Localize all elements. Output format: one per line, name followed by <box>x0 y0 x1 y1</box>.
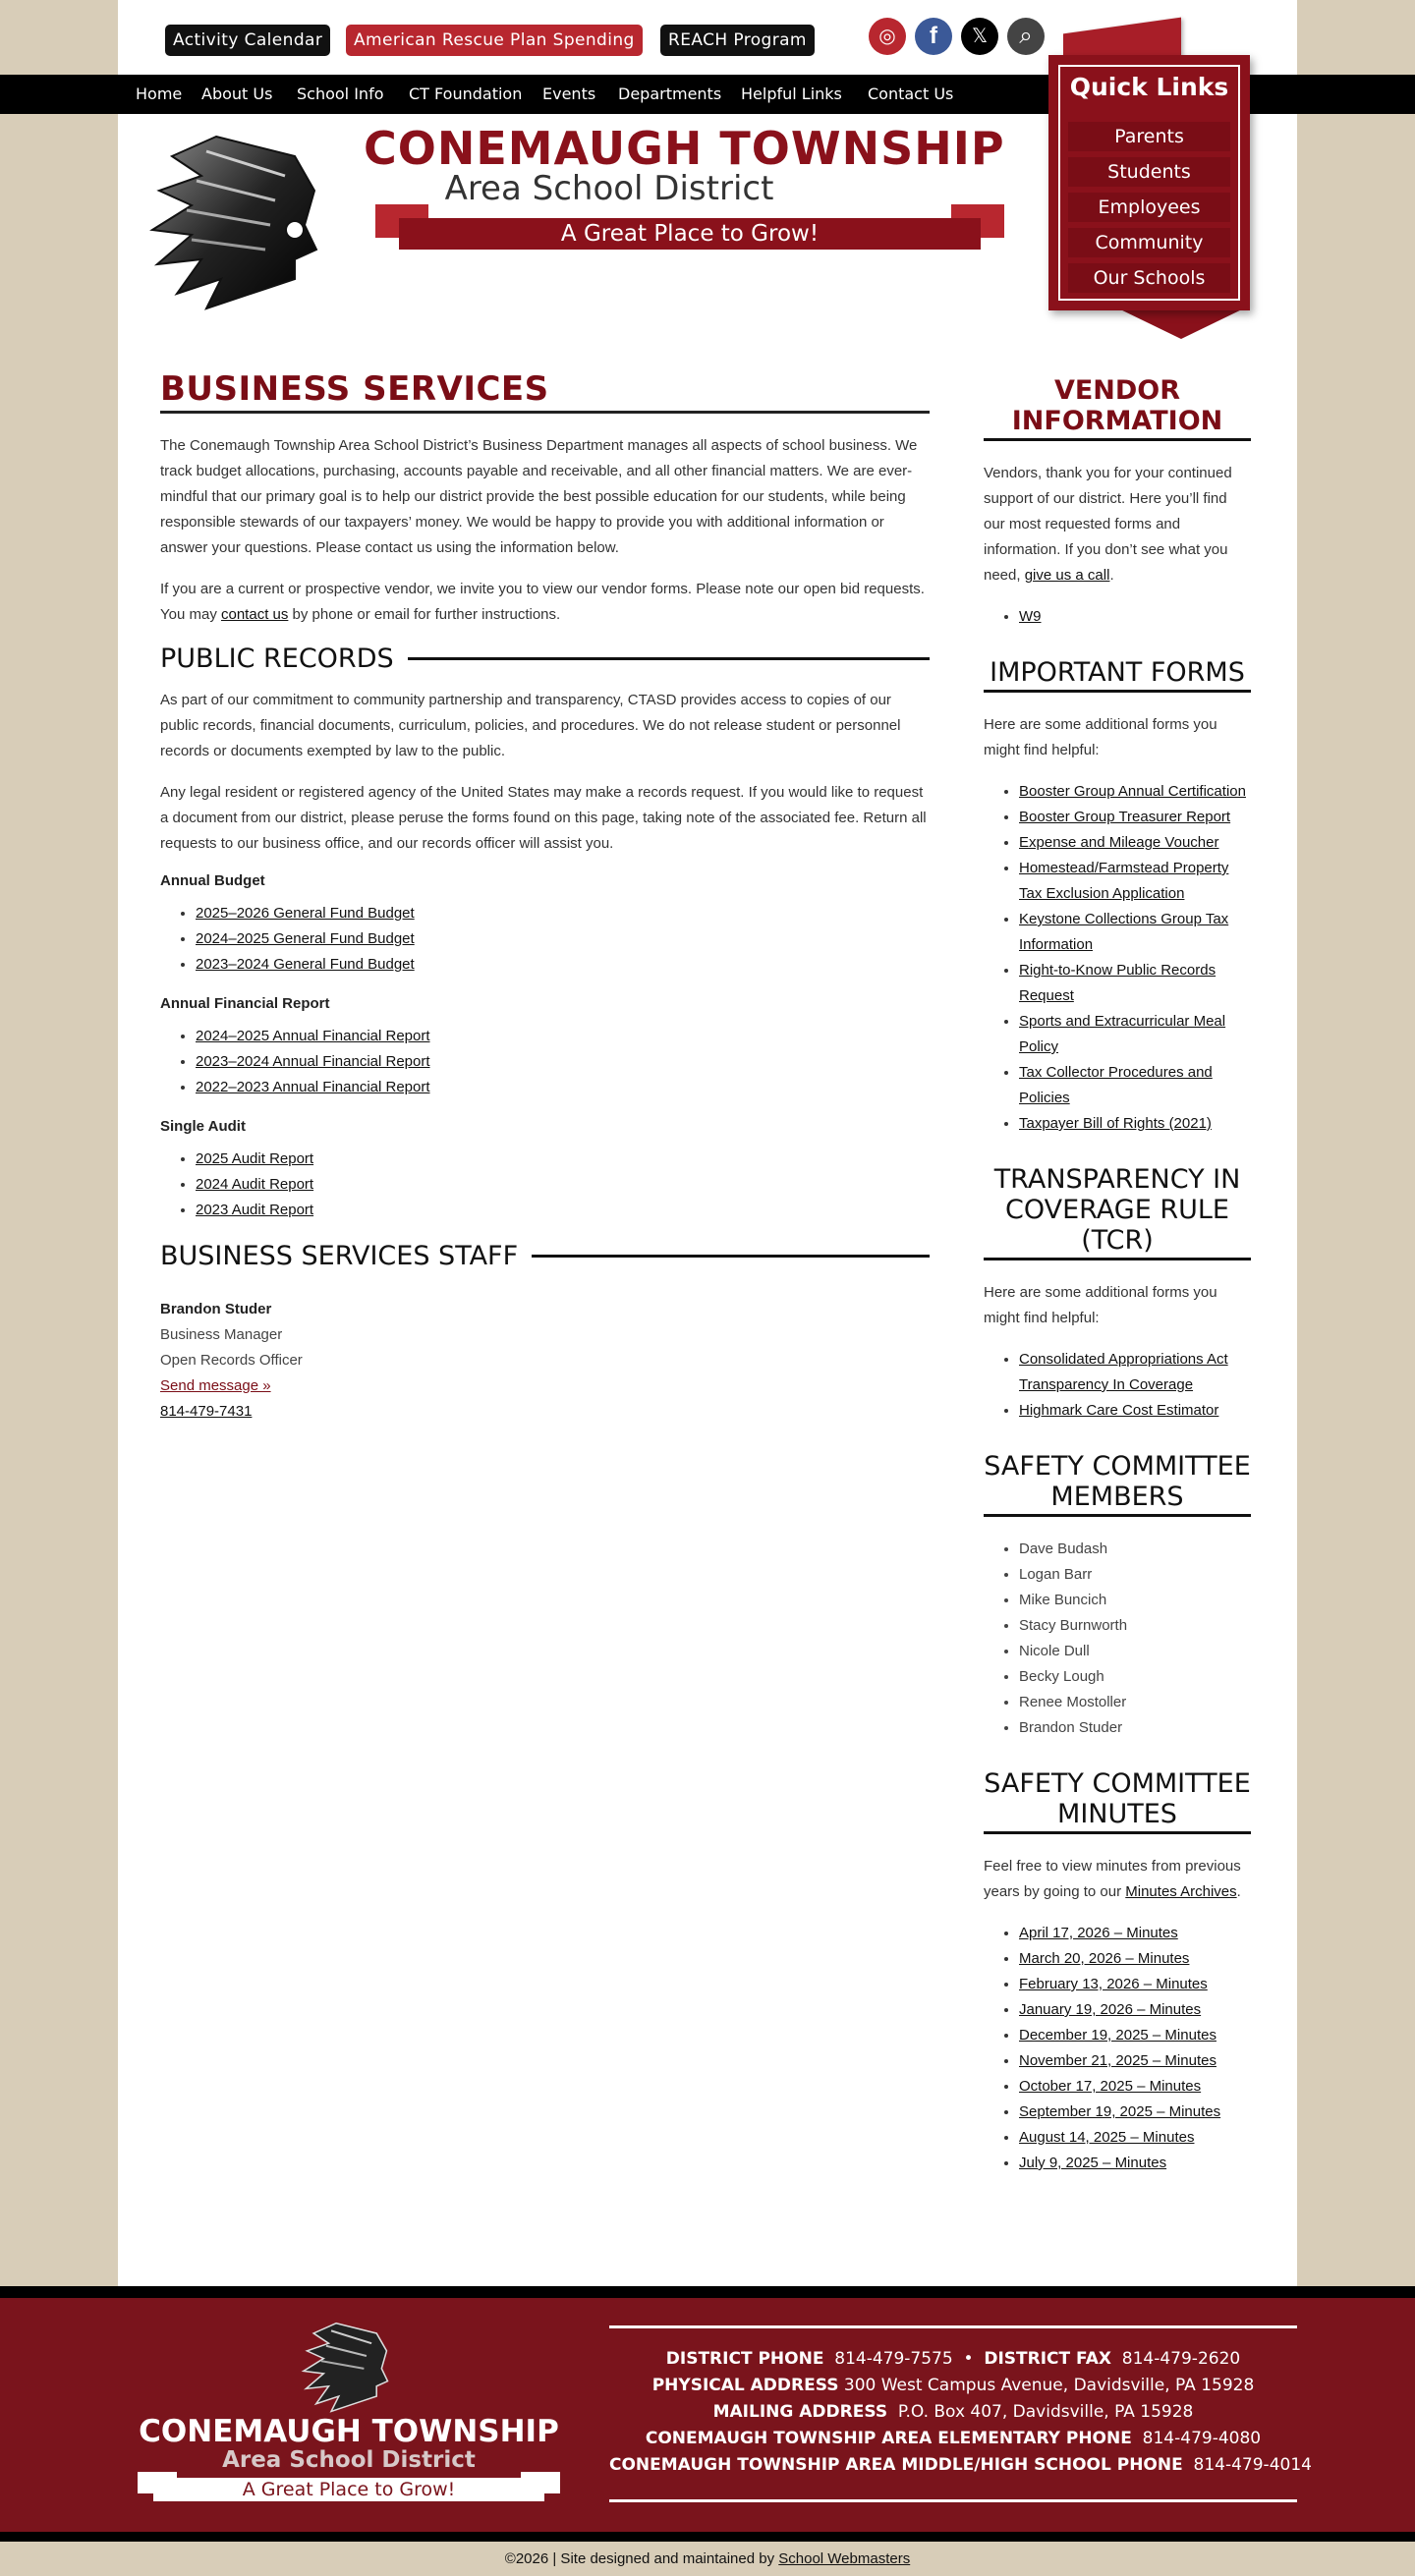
footer-brand-title: CONEMAUGH TOWNSHIP <box>139 2414 559 2449</box>
footer-bottom-bar <box>0 2532 1415 2542</box>
school-webmasters-link[interactable]: School Webmasters <box>778 2550 911 2567</box>
main-column <box>160 369 930 1425</box>
nav-home[interactable]: Home <box>136 84 183 103</box>
budget-link[interactable]: 2024–2025 General Fund Budget <box>196 930 415 947</box>
copyright: ©2026 | Site designed and maintained by School Webmasters <box>504 2550 911 2567</box>
list-item <box>1019 1921 1251 1946</box>
brand-title: CONEMAUGH TOWNSHIP <box>364 122 1005 175</box>
minutes-link[interactable]: February 13, 2026 – Minutes <box>1019 1976 1208 1992</box>
minutes-link[interactable]: September 19, 2025 – Minutes <box>1019 2103 1221 2120</box>
brand-subtitle: Area School District <box>444 169 774 208</box>
district-logo <box>147 122 334 313</box>
important-forms-heading: IMPORTANT FORMS <box>984 657 1251 693</box>
nav-about-us[interactable]: About Us <box>201 84 273 103</box>
form-link[interactable]: Expense and Mileage Voucher <box>1019 834 1219 851</box>
tagline: A Great Place to Grow! <box>560 221 820 247</box>
minutes-link[interactable]: April 17, 2026 – Minutes <box>1019 1925 1178 1941</box>
single-audit-list <box>196 1147 930 1223</box>
list-item <box>196 1147 930 1172</box>
form-link[interactable]: Booster Group Annual Certification <box>1019 783 1246 800</box>
quick-link-students[interactable]: Students <box>1068 157 1230 187</box>
audit-report-link[interactable]: 2024 Audit Report <box>196 1176 314 1193</box>
footer-physical-address: PHYSICAL ADDRESS 300 West Campus Avenue, Davidsville, PA 15928 <box>651 2376 1255 2395</box>
minutes-link[interactable]: November 21, 2025 – Minutes <box>1019 2052 1217 2069</box>
tcr-list <box>1019 1347 1251 1424</box>
list-item <box>196 952 930 978</box>
staff-name: Brandon Studer <box>160 1301 272 1317</box>
vendor-text: If you are a current or prospective vendor, we invite you to view our vendor forms. Please note our open bid requests. You may contact us by phone or email for further instructions. <box>160 581 925 623</box>
quick-link-parents[interactable]: Parents <box>1068 122 1230 151</box>
nav-departments[interactable]: Departments <box>618 84 722 103</box>
list-item <box>1019 2100 1251 2125</box>
nav-events[interactable]: Events <box>542 84 596 103</box>
tagline-ribbon <box>375 204 1004 250</box>
list-item <box>1019 1060 1251 1111</box>
safety-members-list <box>1019 1537 1251 1741</box>
staff-role: Business Manager <box>160 1326 283 1343</box>
list-item <box>196 1172 930 1198</box>
minutes-link[interactable]: March 20, 2026 – Minutes <box>1019 1950 1190 1967</box>
list-item <box>1019 856 1251 907</box>
nav-contact-us[interactable]: Contact Us <box>868 84 954 103</box>
list-item <box>1019 2151 1251 2176</box>
vendor-info-text: Vendors, thank you for your continued support of our district. Here you’ll find our most requested forms and information. If you don’t see what you need, give us a call. <box>984 465 1232 584</box>
important-forms-intro: Here are some additional forms you might find helpful: <box>984 716 1217 758</box>
minutes-link[interactable]: July 9, 2025 – Minutes <box>1019 2155 1167 2171</box>
american-rescue-plan-button[interactable]: American Rescue Plan Spending <box>346 25 643 56</box>
x-icon[interactable]: 𝕏 <box>961 18 998 55</box>
staff-heading: BUSINESS SERVICES STAFF <box>160 1241 930 1271</box>
list-item <box>1019 1347 1251 1398</box>
quick-link-employees[interactable]: Employees <box>1068 193 1230 222</box>
public-records-text-2: Any legal resident or registered agency of the United States may make a records request. If you would like to request a document from our district, please peruse the forms found on this page, taking note of the associated fee. Return all requests to our business office, and our records officer will assist you. <box>160 784 927 852</box>
footer-contact-info <box>609 2325 1312 2502</box>
list-item <box>1019 907 1251 958</box>
list-item: • Becky Lough <box>1019 1664 1251 1690</box>
vendor-info-heading: VENDOR INFORMATION <box>984 375 1251 441</box>
financial-report-link[interactable]: 2023–2024 Annual Financial Report <box>196 1053 430 1070</box>
tcr-heading: TRANSPARENCY IN COVERAGE RULE (TCR) <box>984 1164 1251 1260</box>
reach-program-button[interactable]: REACH Program <box>660 25 815 56</box>
safety-minutes-list <box>1019 1921 1251 2176</box>
page-title: BUSINESS SERVICES <box>160 369 930 414</box>
safety-minutes-heading: SAFETY COMMITTEE MINUTES <box>984 1768 1251 1834</box>
list-item <box>1019 2125 1251 2151</box>
list-item: • Brandon Studer <box>1019 1715 1251 1741</box>
safety-members-heading: SAFETY COMMITTEE MEMBERS <box>984 1451 1251 1517</box>
annual-budget-heading: Annual Budget <box>160 872 265 889</box>
footer-middle-high-phone: CONEMAUGH TOWNSHIP AREA MIDDLE/HIGH SCHOOL PHONE 814-479-4014 <box>609 2455 1312 2475</box>
list-item <box>1019 1946 1251 1972</box>
minutes-link[interactable]: August 14, 2025 – Minutes <box>1019 2129 1195 2146</box>
facebook-icon[interactable]: f <box>915 18 952 55</box>
minutes-link[interactable]: October 17, 2025 – Minutes <box>1019 2078 1202 2095</box>
list-item <box>1019 1111 1251 1137</box>
list-item <box>1019 2023 1251 2048</box>
quick-links-panel <box>1048 55 1250 340</box>
list-item <box>196 1024 930 1049</box>
footer-divider <box>0 2286 1415 2298</box>
list-item <box>1019 1009 1251 1060</box>
quick-link-community[interactable]: Community <box>1068 228 1230 257</box>
list-item <box>1019 1972 1251 1997</box>
footer-mailing-address: MAILING ADDRESS P.O. Box 407, Davidsville, PA 15928 <box>712 2402 1194 2422</box>
annual-financial-list <box>196 1024 930 1100</box>
list-item <box>1019 1398 1251 1424</box>
minutes-link[interactable]: January 19, 2026 – Minutes <box>1019 2001 1202 2018</box>
sidebar <box>984 375 1251 2204</box>
instagram-icon[interactable]: ◎ <box>869 18 906 55</box>
tcr-intro: Here are some additional forms you might find helpful: <box>984 1284 1217 1326</box>
footer-tagline: A Great Place to Grow! <box>153 2478 544 2501</box>
public-records-text-1: As part of our commitment to community partnership and transparency, CTASD provides access to copies of our public records, financial documents, curriculum, policies, and procedures. We do not release student or personnel records or documents exempted by law to the public. <box>160 692 901 759</box>
list-item <box>196 1049 930 1075</box>
footer-ribbon <box>138 2472 560 2503</box>
list-item: • Nicole Dull <box>1019 1639 1251 1664</box>
content-area <box>118 114 1297 2287</box>
financial-report-link[interactable]: 2022–2023 Annual Financial Report <box>196 1079 430 1095</box>
give-us-a-call-link[interactable]: give us a call <box>1024 567 1110 584</box>
important-forms-list <box>1019 779 1251 1137</box>
footer-logo <box>295 2316 403 2414</box>
footer <box>0 2298 1415 2532</box>
public-records-heading: PUBLIC RECORDS <box>160 644 930 674</box>
minutes-link[interactable]: December 19, 2025 – Minutes <box>1019 2027 1217 2044</box>
footer-elementary-phone: CONEMAUGH TOWNSHIP AREA ELEMENTARY PHONE 814-479-4080 <box>645 2429 1262 2448</box>
list-item <box>1019 830 1251 856</box>
vendor-forms-list <box>1019 604 1251 630</box>
tcr-link[interactable]: Highmark Care Cost Estimator <box>1019 1402 1219 1419</box>
financial-report-link[interactable]: 2024–2025 Annual Financial Report <box>196 1028 430 1044</box>
audit-report-link[interactable]: 2025 Audit Report <box>196 1150 314 1167</box>
activity-calendar-button[interactable]: Activity Calendar <box>165 25 330 56</box>
annual-financial-heading: Annual Financial Report <box>160 995 330 1012</box>
send-message-link[interactable]: Send message » <box>160 1377 271 1394</box>
w9-link[interactable]: W9 <box>1019 608 1042 625</box>
list-item <box>1019 2074 1251 2100</box>
staff-phone-link[interactable]: 814-479-7431 <box>160 1403 253 1420</box>
safety-minutes-intro: Feel free to view minutes from previous years by going to our Minutes Archives. <box>984 1858 1241 1900</box>
list-item <box>1019 2048 1251 2074</box>
annual-budget-list <box>196 901 930 978</box>
budget-link[interactable]: 2023–2024 General Fund Budget <box>196 956 415 973</box>
quick-links-title: Quick Links <box>1069 73 1229 101</box>
list-item <box>1019 604 1251 630</box>
quick-link-our-schools[interactable]: Our Schools <box>1068 263 1230 293</box>
nav-school-info[interactable]: School Info <box>297 84 384 103</box>
form-link[interactable]: Taxpayer Bill of Rights (2021) <box>1019 1115 1212 1132</box>
single-audit-heading: Single Audit <box>160 1118 246 1135</box>
staff-role: Open Records Officer <box>160 1352 303 1369</box>
form-link[interactable]: Keystone Collections Group Tax Information <box>1019 911 1229 953</box>
tcr-link[interactable]: Consolidated Appropriations Act Transparency In Coverage <box>1019 1351 1228 1393</box>
list-item <box>1019 779 1251 805</box>
form-link[interactable]: Booster Group Treasurer Report <box>1019 809 1231 825</box>
list-item <box>1019 1997 1251 2023</box>
list-item <box>196 926 930 952</box>
budget-link[interactable]: 2025–2026 General Fund Budget <box>196 905 415 922</box>
list-item <box>196 901 930 926</box>
minutes-archives-link[interactable]: Minutes Archives <box>1125 1883 1237 1900</box>
list-item <box>196 1075 930 1100</box>
list-item: • Dave Budash <box>1019 1537 1251 1562</box>
footer-brand-subtitle: Area School District <box>222 2447 476 2473</box>
list-item: • Renee Mostoller <box>1019 1690 1251 1715</box>
nav-ct-foundation[interactable]: CT Foundation <box>409 84 523 103</box>
form-link[interactable]: Right-to-Know Public Records Request <box>1019 962 1217 1004</box>
search-icon[interactable]: ⌕ <box>1007 18 1045 55</box>
list-item <box>1019 805 1251 830</box>
form-link[interactable]: Homestead/Farmstead Property Tax Exclusion Application <box>1019 860 1229 902</box>
form-link[interactable]: Tax Collector Procedures and Policies <box>1019 1064 1213 1106</box>
footer-phone-fax: DISTRICT PHONE 814-479-7575 • DISTRICT FAX 814-479-2620 <box>665 2349 1241 2369</box>
audit-report-link[interactable]: 2023 Audit Report <box>196 1202 314 1218</box>
list-item <box>196 1198 930 1223</box>
list-item: • Mike Buncich <box>1019 1588 1251 1613</box>
intro-text: The Conemaugh Township Area School District’s Business Department manages all aspects of school business. We track budget allocations, purchasing, accounts payable and receivable, and all other financial matters. We are ever-mindful that our primary goal is to help our district provide the best possible education for our students, while being responsible stewards of our taxpayers’ money. We would be happy to provide you with additional information or answer your questions. Please contact us using the information below. <box>160 437 918 556</box>
list-item: • Logan Barr <box>1019 1562 1251 1588</box>
list-item <box>1019 958 1251 1009</box>
form-link[interactable]: Sports and Extracurricular Meal Policy <box>1019 1013 1226 1055</box>
nav-helpful-links[interactable]: Helpful Links <box>741 84 842 103</box>
list-item: • Stacy Burnworth <box>1019 1613 1251 1639</box>
contact-us-link[interactable]: contact us <box>221 606 289 623</box>
